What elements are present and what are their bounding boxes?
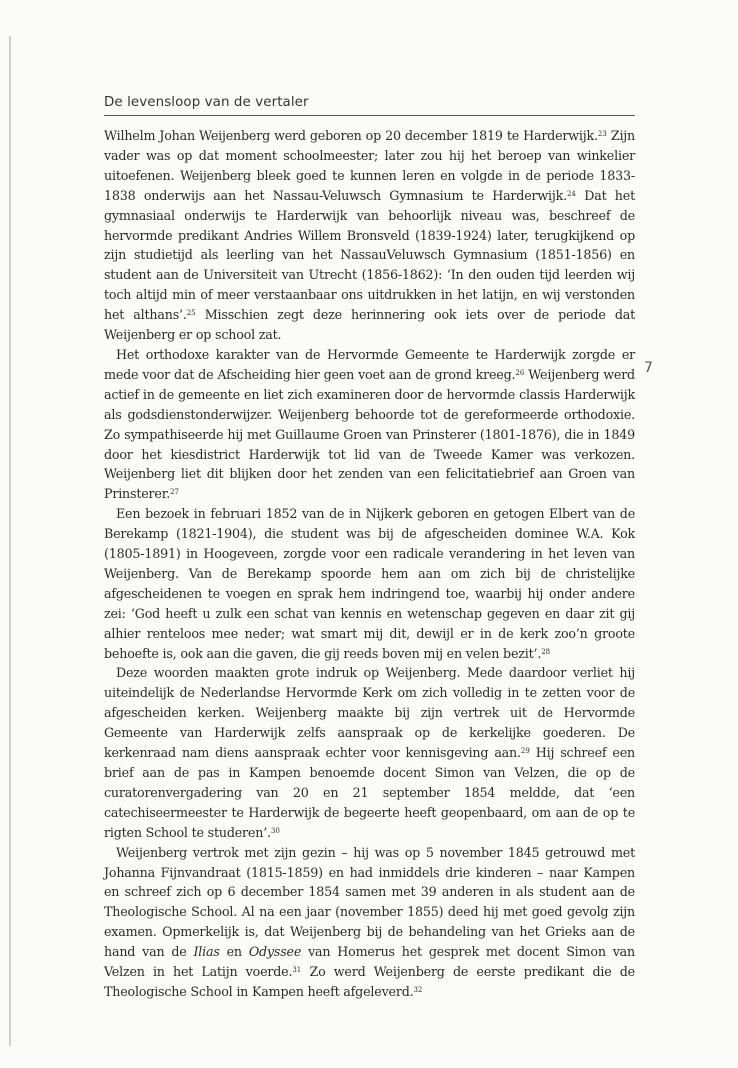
page-number: 7 [644, 360, 653, 376]
italic-title: Odyssee [248, 944, 302, 960]
section-heading: De levensloop van de vertaler [104, 95, 309, 110]
footnote-marker[interactable]: 24 [566, 189, 576, 198]
paragraph: Het orthodoxe karakter van de Hervormde Gemeente te Harderwijk zorgde er mede voor dat de Afscheiding hier geen voet aan de grond kreeg.$^{26}$ Weijenberg werd actief in de gemeente en liet zich examineren door de hervormde classis Harderwijk als godsdienstonderwijzer. Weijenberg behoorde tot de gereformeerde orthodoxie. Zo sympathiseerde hij met Guillaume Groen van Prinsterer (1801-1876), die in 1849 door het kiesdistrict Harderwijk tot lid van de Tweede Kamer was verkozen. Weijenberg liet dit blijken door het zenden van een felicitatiebrief aan Groen van Prinsterer.$^{27}$ [104, 346, 635, 502]
footnote-marker[interactable]: 28 [541, 647, 551, 656]
heading-underline [104, 115, 635, 116]
footnote-marker[interactable]: 26 [515, 368, 525, 377]
footnote-marker[interactable]: 27 [170, 488, 179, 497]
footnote-marker[interactable]: 31 [292, 965, 302, 974]
footnote-marker[interactable]: 25 [186, 308, 196, 317]
paragraph: Een bezoek in februari 1852 van de in Nijkerk geboren en getogen Elbert van de Berekamp (1821-1904), die student was bij de afgescheiden dominee W.A. Kok (1805-1891) in Hoogeveen, zorgde voor een radicale verandering in het leven van Weijenberg. Van de Berekamp spoorde hem aan om zich bij de christelijke afgescheidenen te voegen en sprak hem indringend toe, waarbij hij onder andere zei: ‘God heeft u zulk een schat van kennis en wetenschap gegeven en daar zit gij alhier renteloos mee neder; wat smart mij dit, dewijl er in de kerk zoo’n groote behoefte is, ook aan die gaven, die gij reeds boven mij en velen bezit’.$^{28}$ [104, 506, 635, 661]
paragraph: Weijenberg vertrok met zijn gezin – hij was op 5 november 1845 getrouwd met Johanna Fijnvandraat (1815-1859) en had inmiddels drie kinderen – naar Kampen en schreef zich op 6 december 1854 samen met 39 anderen in als student aan de Theologische School. Al na een jaar (november 1855) deed hij met goed gevolg zijn examen. Opmerkelijk is, dat Weijenberg bij de behandeling van het Grieks aan de hand van de Ilias en Odyssee van Homerus het gesprek met docent Simon van Velzen in het Latijn voerde.$^{31}$ Zo werd Weijenberg de eerste predikant die de Theologische School in Kampen heeft afgeleverd.$^{32}$ [104, 844, 635, 999]
footnote-marker[interactable]: 30 [270, 826, 280, 835]
footnote-marker[interactable]: 29 [520, 746, 530, 755]
page-edge-rule [9, 36, 11, 1046]
footnote-marker[interactable]: 32 [413, 985, 423, 994]
paragraph: Wilhelm Johan Weijenberg werd geboren op 20 december 1819 te Harderwijk.$^{23}$ Zijn vader was op dat moment schoolmeester; later zou hij het beroep van winkelier uitoefenen. Weijenberg bleek goed te kunnen leren en volgde in de periode 1833-1838 onderwijs aan het Nassau-Veluwsch Gymnasium te Harderwijk.$^{24}$ Dat het gymnasiaal onderwijs te Harderwijk van behoorlijk niveau was, beschreef de hervormde predikant Andries Willem Bronsveld (1839-1924) later, terugkijkend op zijn studietijd als leerling van het NassauVeluwsch Gymnasium (1851-1856) en student aan de Universiteit van Utrecht (1856-1862): ‘In den ouden tijd leerden wij toch altijd min of meer verstaanbaar ons uitdrukken in het latijn, en wij verstonden het althans’.$^{25}$ Misschien zegt deze herinnering ook iets over de periode dat Weijenberg er op school zat. [104, 128, 636, 343]
italic-title: Ilias [193, 944, 220, 960]
footnote-marker[interactable]: 23 [597, 129, 607, 138]
paragraph: Deze woorden maakten grote indruk op Weijenberg. Mede daardoor verliet hij uiteindelijk de Nederlandse Hervormde Kerk om zich volledig in te zetten voor de afgescheiden kerken. Weijenberg maakte bij zijn vertrek uit de Hervormde Gemeente van Harderwijk zelfs aanspraak op de kerkelijke goederen. De kerkenraad nam diens aanspraak echter voor kennisgeving aan.$^{29}$ Hij schreef een brief aan de pas in Kampen benoemde docent Simon van Velzen, die op de curatorenvergadering van 20 en 21 september 1854 meldde, dat ‘een catechiseermeester te Harderwijk de begeerte heeft geopenbaard, om aan de op te rigten School te studeren’.$^{30}$ [104, 665, 635, 840]
body-text [104, 126, 635, 1002]
